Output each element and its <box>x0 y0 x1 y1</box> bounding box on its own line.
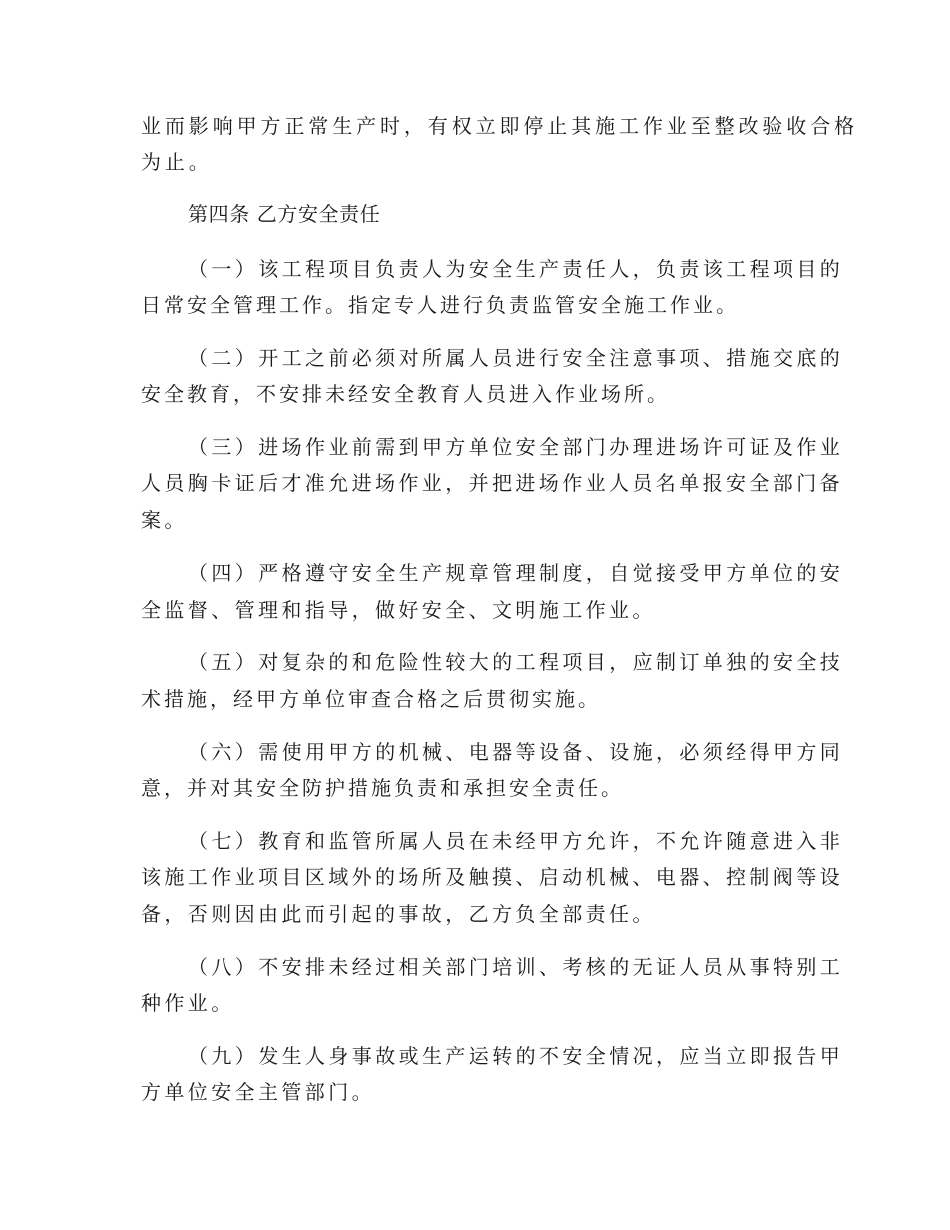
clause-2-line: 安全教育，不安排未经安全教育人员进入作业场所。 <box>141 382 670 406</box>
clause-2-line: （二）开工之前必须对所属人员进行安全注意事项、措施交底的 <box>188 346 844 370</box>
clause-7-line: （七）教育和监管所属人员在未经甲方允许，不允许随意进入非 <box>188 829 844 853</box>
article-heading: 第四条 乙方安全责任 <box>188 202 381 226</box>
clause-8-line: 种作业。 <box>141 991 235 1015</box>
clause-3-line: 案。 <box>141 508 188 532</box>
clause-1-line: （一）该工程项目负责人为安全生产责任人，负责该工程项目的 <box>188 257 844 281</box>
clause-1-line: 日常安全管理工作。指定专人进行负责监管安全施工作业。 <box>141 293 739 317</box>
clause-3-line: （三）进场作业前需到甲方单位安全部门办理进场许可证及作业 <box>188 435 844 459</box>
clause-6-line: 意，并对其安全防护措施负责和承担安全责任。 <box>141 776 624 800</box>
clause-7-line: 备，否则因由此而引起的事故，乙方负全部责任。 <box>141 902 656 926</box>
clause-8-line: （八）不安排未经过相关部门培训、考核的无证人员从事特别工 <box>188 955 844 979</box>
clause-5-line: 术措施，经甲方单位审查合格之后贯彻实施。 <box>141 687 601 711</box>
continuation-line: 为止。 <box>141 150 213 174</box>
clause-7-line: 该施工作业项目区域外的场所及触摸、启动机械、电器、控制阀等设 <box>141 865 843 889</box>
clause-4-line: 全监督、管理和指导，做好安全、文明施工作业。 <box>141 598 656 622</box>
clause-6-line: （六）需使用甲方的机械、电器等设备、设施，必须经得甲方同 <box>188 740 844 764</box>
continuation-line: 业而影响甲方正常生产时，有权立即停止其施工作业至整改验收合格 <box>141 114 858 138</box>
clause-5-line: （五）对复杂的和危险性较大的工程项目，应制订单独的安全技 <box>188 650 844 674</box>
clause-3-line: 人员胸卡证后才准允进场作业，并把进场作业人员名单报安全部门备 <box>141 471 843 495</box>
clause-9-line: （九）发生人身事故或生产运转的不安全情况，应当立即报告甲 <box>188 1044 844 1068</box>
clause-4-line: （四）严格遵守安全生产规章管理制度，自觉接受甲方单位的安 <box>188 561 844 585</box>
clause-9-line: 方单位安全主管部门。 <box>141 1080 375 1104</box>
